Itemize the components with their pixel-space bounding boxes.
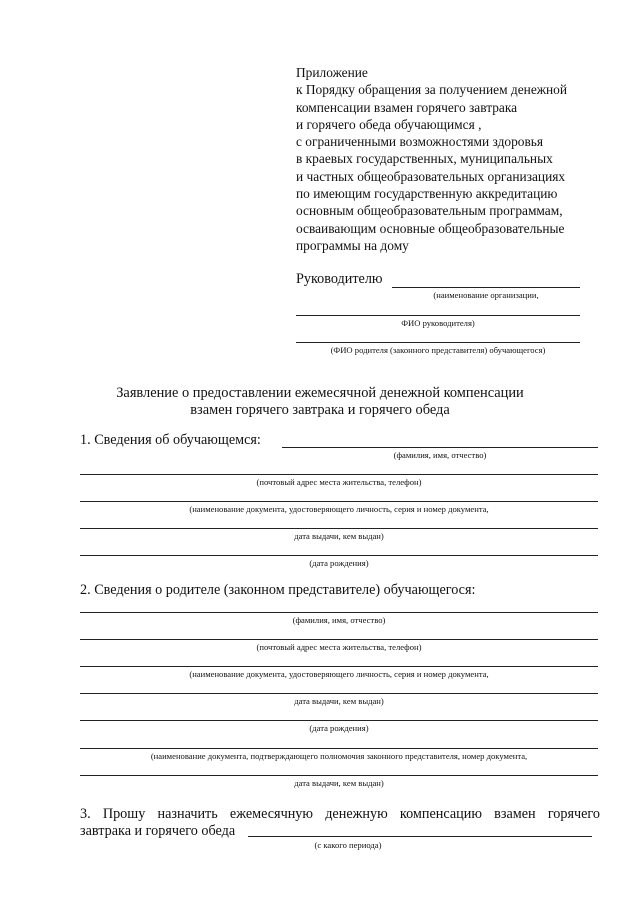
caption: (наименование документа, удостоверяющего личность, серия и номер документа,: [189, 669, 489, 679]
word: компенсацию: [399, 806, 482, 822]
appendix-line: и горячего обеда обучающимся ,: [296, 116, 482, 132]
appendix-line: Приложение: [296, 65, 368, 80]
student-id-issue-field[interactable]: [80, 528, 598, 529]
parent-name-field[interactable]: [80, 612, 598, 613]
student-address-field[interactable]: [80, 474, 598, 475]
appendix-line: к Порядку обращения за получением денежной: [296, 82, 568, 98]
student-name-field[interactable]: [282, 447, 598, 448]
addressee-head-field[interactable]: [296, 315, 580, 316]
authority-issue-field[interactable]: [80, 775, 598, 776]
word: 3.: [80, 806, 91, 822]
caption-period: (с какого периода): [314, 840, 382, 850]
parent-address-field[interactable]: [80, 639, 598, 640]
addressee-label: Руководителю: [296, 271, 383, 287]
parent-id-issue-field[interactable]: [80, 693, 598, 694]
appendix-header: [296, 64, 616, 254]
appendix-line: в краевых государственных, муниципальных: [296, 151, 553, 167]
caption-parent: (ФИО родителя (законного представителя) обучающегося): [330, 345, 546, 355]
document-title: [0, 385, 640, 419]
title-line-2: взамен горячего завтрака и горячего обеда: [190, 402, 450, 418]
caption: (фамилия, имя, отчество): [393, 450, 487, 460]
appendix-line: по имеющим государственную аккредитацию: [296, 186, 558, 202]
caption: (фамилия, имя, отчество): [292, 615, 386, 625]
section2-heading: 2. Сведения о родителе (законном представителе) обучающегося:: [80, 582, 476, 598]
caption: (дата рождения): [309, 558, 369, 568]
section3-line-2: завтрака и горячего обеда: [80, 823, 236, 839]
word: назначить: [157, 806, 218, 822]
caption-head: ФИО руководителя): [401, 318, 475, 328]
section1-heading: 1. Сведения об обучающемся:: [80, 432, 261, 448]
section3-paragraph: [80, 806, 600, 840]
appendix-line: и частных общеобразовательных организациях: [296, 168, 566, 184]
word: горячего: [547, 806, 600, 822]
caption: (наименование документа, подтверждающего полномочия законного представителя, номер документа,: [150, 751, 528, 761]
word: ежемесячную: [229, 806, 314, 822]
period-field[interactable]: [248, 836, 592, 837]
section3-line-1: [80, 806, 600, 823]
appendix-line: с ограниченными возможностями здоровья: [296, 134, 544, 150]
word: Прошу: [102, 806, 146, 822]
title-line-1: Заявление о предоставлении ежемесячной денежной компенсации: [116, 385, 524, 401]
caption: дата выдачи, кем выдан): [294, 696, 384, 706]
caption-org: (наименование организации,: [433, 290, 539, 300]
appendix-line: компенсации взамен горячего завтрака: [296, 99, 518, 115]
caption: (наименование документа, удостоверяющего личность, серия и номер документа,: [189, 504, 489, 514]
caption: дата выдачи, кем выдан): [294, 531, 384, 541]
student-birthdate-field[interactable]: [80, 555, 598, 556]
addressee-parent-field[interactable]: [296, 342, 580, 343]
caption: (почтовый адрес места жительства, телефон): [256, 477, 422, 487]
appendix-line: программы на дому: [296, 237, 409, 253]
student-id-doc-field[interactable]: [80, 501, 598, 502]
appendix-line: основным общеобразовательным программам,: [296, 203, 563, 219]
parent-birthdate-field[interactable]: [80, 720, 598, 721]
appendix-line: осваивающим основные общеобразовательные: [296, 220, 565, 236]
word: взамен: [494, 806, 536, 822]
parent-id-doc-field[interactable]: [80, 666, 598, 667]
addressee-org-field[interactable]: [392, 287, 580, 288]
authority-doc-field[interactable]: [80, 748, 598, 749]
caption: (почтовый адрес места жительства, телефон): [256, 642, 422, 652]
word: денежную: [325, 806, 388, 822]
caption: (дата рождения): [309, 723, 369, 733]
caption: дата выдачи, кем выдан): [294, 778, 384, 788]
